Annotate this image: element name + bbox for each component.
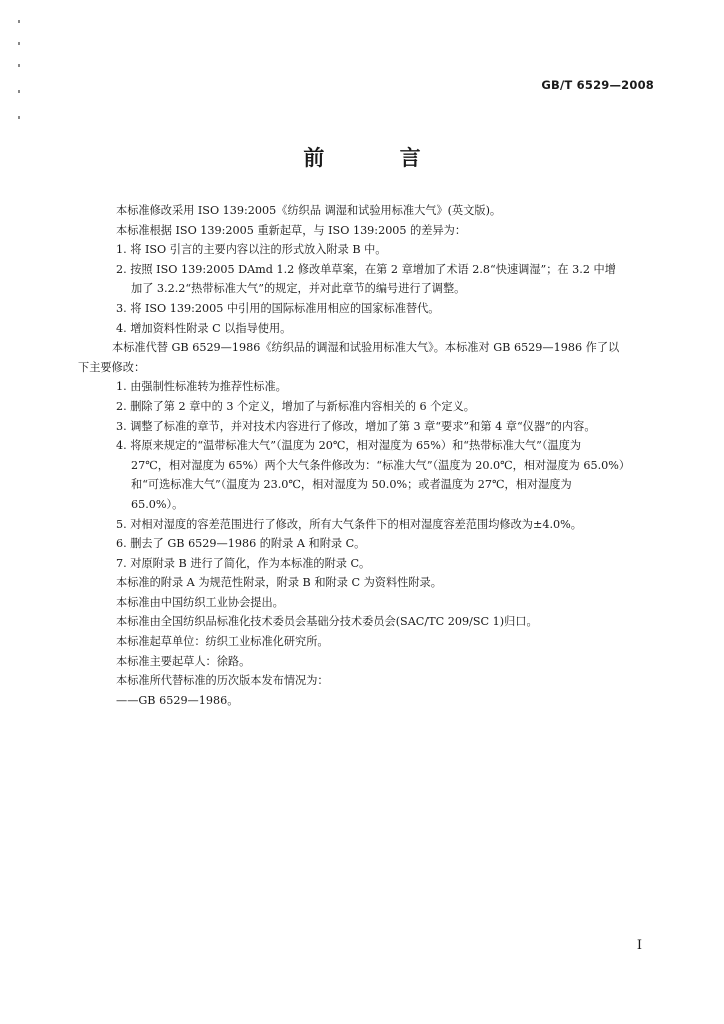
list-item-continuation: 27℃，相对湿度为 65%）两个大气条件修改为：“标准大气”（温度为 20.0℃，相对湿度为 65.0%） (131, 458, 631, 472)
list-item: 2. 按照 ISO 139:2005 DAmd 1.2 修改单草案，在第 2 章增加了术语 2.8“快速调湿”；在 3.2 中增 (116, 262, 616, 276)
list-item: 3. 将 ISO 139:2005 中引用的国际标准用相应的国家标准替代。 (116, 301, 440, 315)
paragraph: 本标准由全国纺织品标准化技术委员会基础分技术委员会(SAC/TC 209/SC 1)归口。 (116, 615, 538, 629)
paragraph: ——GB 6529—1986。 (116, 693, 239, 707)
foreword-body (78, 201, 658, 710)
paragraph: 本标准主要起草人：徐路。 (116, 654, 251, 668)
list-item-continuation: 65.0%）。 (131, 497, 184, 511)
standard-code: GB/T 6529—2008 (541, 78, 654, 92)
page-number: I (636, 938, 642, 953)
list-item: 4. 将原来规定的“温带标准大气”（温度为 20℃，相对湿度为 65%）和“热带标准大气”（温度为 (116, 439, 582, 453)
list-item-continuation: 加了 3.2.2“热带标准大气”的规定，并对此章节的编号进行了调整。 (131, 282, 466, 296)
list-item: 2. 删除了第 2 章中的 3 个定义，增加了与新标准内容相关的 6 个定义。 (116, 399, 475, 413)
list-item: 1. 将 ISO 引言的主要内容以注的形式放入附录 B 中。 (116, 243, 387, 257)
list-item: 6. 删去了 GB 6529—1986 的附录 A 和附录 C。 (116, 537, 366, 551)
paragraph: 本标准由中国纺织工业协会提出。 (116, 595, 284, 609)
binding-marks (18, 20, 22, 140)
paragraph: 本标准修改采用 ISO 139:2005《纺织品 调湿和试验用标准大气》(英文版)。 (116, 204, 502, 217)
list-item-continuation: 和“可选标准大气”（温度为 23.0℃，相对湿度为 50.0%；或者温度为 27℃，相对湿度为 (131, 478, 572, 492)
page-title: 前 言 (303, 146, 455, 170)
paragraph: 本标准起草单位：纺织工业标准化研究所。 (116, 635, 329, 649)
list-item: 3. 调整了标准的章节，并对技术内容进行了修改，增加了第 3 章“要求”和第 4 章“仪器”的内容。 (116, 419, 596, 433)
paragraph: 本标准根据 ISO 139:2005 重新起草，与 ISO 139:2005 的差异为： (116, 223, 467, 237)
list-item: 1. 由强制性标准转为推荐性标准。 (116, 380, 287, 394)
paragraph: 本标准所代替标准的历次版本发布情况为： (116, 674, 329, 688)
list-item: 4. 增加资料性附录 C 以指导使用。 (116, 321, 292, 335)
paragraph-continuation: 下主要修改： (78, 360, 146, 374)
list-item: 7. 对原附录 B 进行了简化，作为本标准的附录 C。 (116, 556, 371, 570)
paragraph: 本标准的附录 A 为规范性附录，附录 B 和附录 C 为资料性附录。 (116, 576, 442, 590)
list-item: 5. 对相对湿度的容差范围进行了修改，所有大气条件下的相对湿度容差范围均修改为±4.0%。 (116, 517, 582, 531)
paragraph: 本标准代替 GB 6529—1986《纺织品的调湿和试验用标准大气》。本标准对 GB 6529—1986 作了以 (112, 341, 620, 355)
